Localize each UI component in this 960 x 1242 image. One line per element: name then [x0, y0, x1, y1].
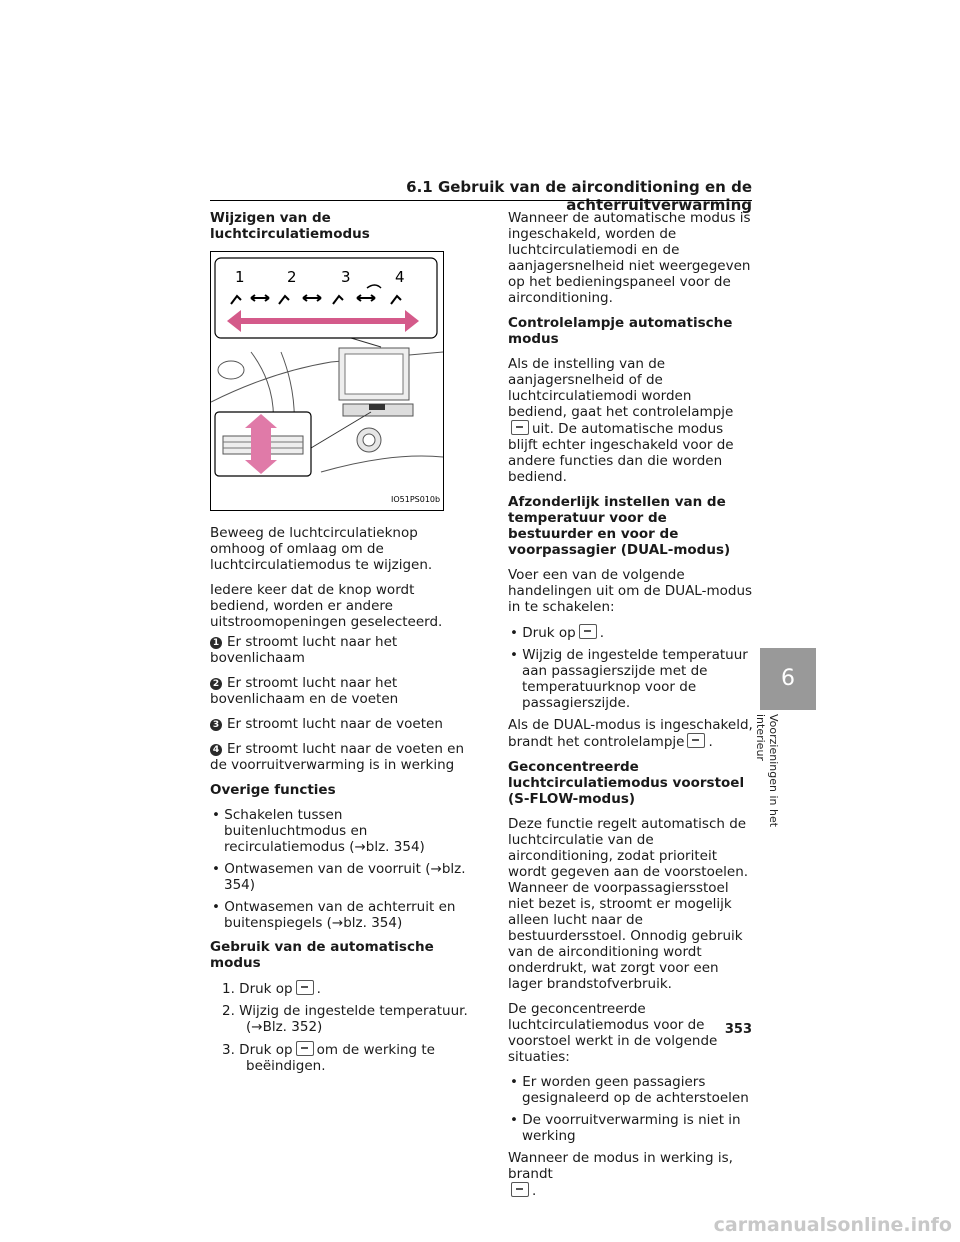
dashboard-illustration — [211, 252, 443, 510]
list-item: • De voorruitverwarming is niet in werking — [510, 1112, 741, 1144]
paragraph: Als de DUAL-modus is ingeschakeld, brandt het controlelampje . — [508, 717, 753, 750]
section-heading-other: Overige functies — [210, 782, 336, 798]
paragraph: Als de instelling van de aanjagersnelheid of de luchtcirculatiemodi worden bediend, gaat het controlelampjeuit. De automatische modus blijft echter ingeschakeld voor de andere functies dan die worden bediend. — [508, 356, 734, 485]
number-marker: 3 — [210, 719, 222, 731]
mode-item-4 — [210, 741, 468, 773]
sflow-indicator-icon — [511, 1182, 529, 1197]
mode-text: Er stroomt lucht naar de voeten — [227, 716, 443, 732]
step-2: 2. Wijzig de ingestelde temperatuur. (→Blz. 352) — [222, 1003, 468, 1035]
mode-text: Er stroomt lucht naar de voeten en de voorruitverwarming is in werking — [210, 741, 465, 773]
paragraph: Wanneer de automatische modus is ingeschakeld, worden de luchtcirculatiemodi en de aanjagersnelheid niet weergegeven op het bedieningspaneel voor de airconditioning. — [508, 210, 751, 306]
section-heading-dual: Afzonderlijk instellen van de temperatuur voor de bestuurder en voor de voorpassagier (DUAL-modus) — [508, 494, 731, 558]
list-item: • Schakelen tussen buitenluchtmodus en recirculatiemodus (→blz. 354) — [212, 807, 425, 855]
mode-item-3 — [210, 716, 468, 732]
page-header: 6.1 Gebruik van de airconditioning en de achterruitverwarming — [406, 178, 752, 214]
mode-text: Er stroomt lucht naar het bovenlichaam en de voeten — [210, 675, 399, 707]
auto-button-icon — [296, 980, 314, 995]
left-column — [210, 210, 468, 1080]
paragraph: Deze functie regelt automatisch de luchtcirculatie van de airconditioning, zodat prioriteit wordt gegeven aan de voorstoelen. Wanneer de voorpassagiersstoel niet bezet is, stroomt er mogelijk alleen lucht naar de bestuurdersstoel. Onnodig gebruik van de airconditioning wordt onderdrukt, wat zorgt voor een lager brandstofverbruik. — [508, 816, 749, 992]
paragraph: Iedere keer dat de knop wordt bediend, worden er andere uitstroomopeningen geselecteerd. — [210, 582, 443, 630]
fig-label-1: 1 — [235, 268, 245, 286]
fig-label-4: 4 — [395, 268, 405, 286]
section-heading-air-mode: Wijzigen van de luchtcirculatiemodus — [210, 210, 370, 242]
mode-text: Er stroomt lucht naar het bovenlichaam — [210, 634, 398, 666]
list-item: • Wijzig de ingestelde temperatuur aan passagierszijde met de temperatuurknop voor de passagierszijde. — [510, 647, 748, 711]
dual-button-icon — [579, 624, 597, 639]
mode-item-2 — [210, 675, 468, 707]
figure-code: IO51PS010b — [391, 495, 441, 504]
paragraph: De geconcentreerde luchtcirculatiemodus voor de voorstoel werkt in de volgende situaties: — [508, 1001, 718, 1065]
section-heading-sflow: Geconcentreerde luchtcirculatiemodus voorstoel (S-FLOW-modus) — [508, 759, 745, 807]
fig-label-2: 2 — [287, 268, 297, 286]
watermark: carmanualsonline.info — [713, 1214, 952, 1236]
dual-indicator-icon — [687, 733, 705, 748]
number-marker: 2 — [210, 678, 222, 690]
step-1: 1. Druk op . — [222, 981, 321, 997]
list-item: • Ontwasemen van de voorruit (→blz. 354) — [212, 861, 466, 893]
fig-label-3: 3 — [341, 268, 351, 286]
paragraph: Wanneer de modus in werking is, brandt . — [508, 1150, 733, 1199]
air-mode-figure — [210, 251, 444, 511]
chapter-tab: 6 — [760, 648, 816, 710]
list-item: • Druk op . — [510, 625, 605, 641]
paragraph: Voer een van de volgende handelingen uit om de DUAL-modus in te schakelen: — [508, 567, 753, 615]
page-number: 353 — [724, 1022, 752, 1037]
right-column — [508, 210, 754, 1208]
section-heading-auto: Gebruik van de automatische modus — [210, 939, 434, 971]
list-item: • Er worden geen passagiers gesignaleerd op de achterstoelen — [510, 1074, 749, 1106]
list-item: • Ontwasemen van de achterruit en buitenspiegels (→blz. 354) — [212, 899, 456, 931]
chapter-label: Voorzieningen in het interieur — [754, 714, 780, 828]
number-marker: 4 — [210, 744, 222, 756]
mode-item-1 — [210, 634, 468, 666]
section-heading-indicator: Controlelampje automatische modus — [508, 315, 733, 347]
number-marker: 1 — [210, 637, 222, 649]
header-rule — [210, 200, 752, 201]
step-3: 3. Druk op om de werking te beëindigen. — [222, 1042, 435, 1074]
off-button-icon — [296, 1041, 314, 1056]
auto-indicator-icon — [511, 420, 529, 435]
paragraph: Beweeg de luchtcirculatieknop omhoog of omlaag om de luchtcirculatiemodus te wijzigen. — [210, 525, 433, 573]
